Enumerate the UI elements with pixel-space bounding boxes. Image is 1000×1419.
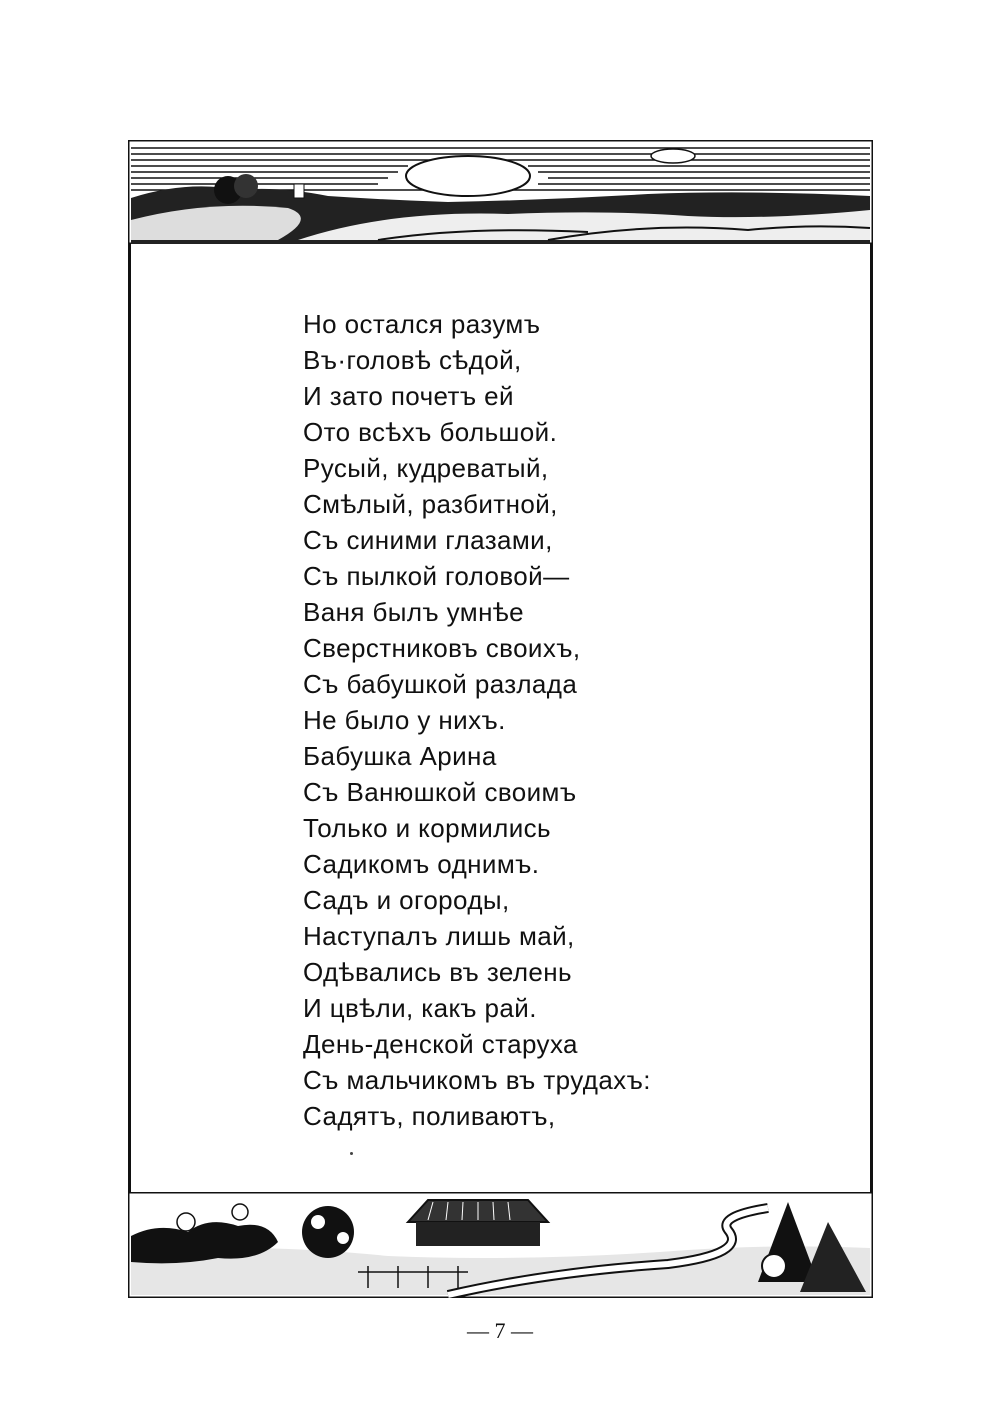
poem-line: День-денской старуха: [303, 1029, 578, 1059]
poem-line: И зато почетъ ей: [303, 381, 514, 411]
frame-left-border: [128, 244, 131, 1192]
poem-line: Русый, кудреватый,: [303, 453, 549, 483]
poem-line: Съ мальчикомъ въ трудахъ:: [303, 1065, 651, 1095]
poem-line: Садятъ, поливаютъ,: [303, 1101, 556, 1131]
poem-line: Съ пылкой головой—: [303, 561, 570, 591]
frame-right-border: [870, 244, 873, 1192]
poem-line: Наступалъ лишь май,: [303, 921, 575, 951]
poem-line: Ото всѣхъ большой.: [303, 417, 558, 447]
poem-line: Смѣлый, разбитной,: [303, 489, 558, 519]
poem-line: Бабушка Арина: [303, 741, 497, 771]
poem-line: И цвѣли, какъ рай.: [303, 993, 537, 1023]
poem-line: Только и кормились: [303, 813, 551, 843]
poem-line: Садъ и огороды,: [303, 885, 510, 915]
poem-line: Но остался разумъ: [303, 309, 541, 339]
poem-line: Съ бабушкой разлада: [303, 669, 578, 699]
ink-speck: [350, 1152, 353, 1155]
poem-line: Съ синими глазами,: [303, 525, 553, 555]
poem-line: Не было у нихъ.: [303, 705, 506, 735]
poem-line: Съ Ванюшкой своимъ: [303, 777, 577, 807]
bottom-landscape-illustration: [128, 1192, 873, 1298]
poem-line: Сверстниковъ своихъ,: [303, 633, 581, 663]
page-number: — 7 —: [467, 1318, 533, 1343]
poem-line: Одѣвались въ зелень: [303, 957, 572, 987]
poem-stanza: [303, 306, 743, 1134]
poem-line: Ваня былъ умнѣе: [303, 597, 525, 627]
top-landscape-illustration: [128, 140, 873, 244]
poem-line: Въ·головѣ сѣдой,: [303, 345, 522, 375]
poem-line: Садикомъ однимъ.: [303, 849, 540, 879]
